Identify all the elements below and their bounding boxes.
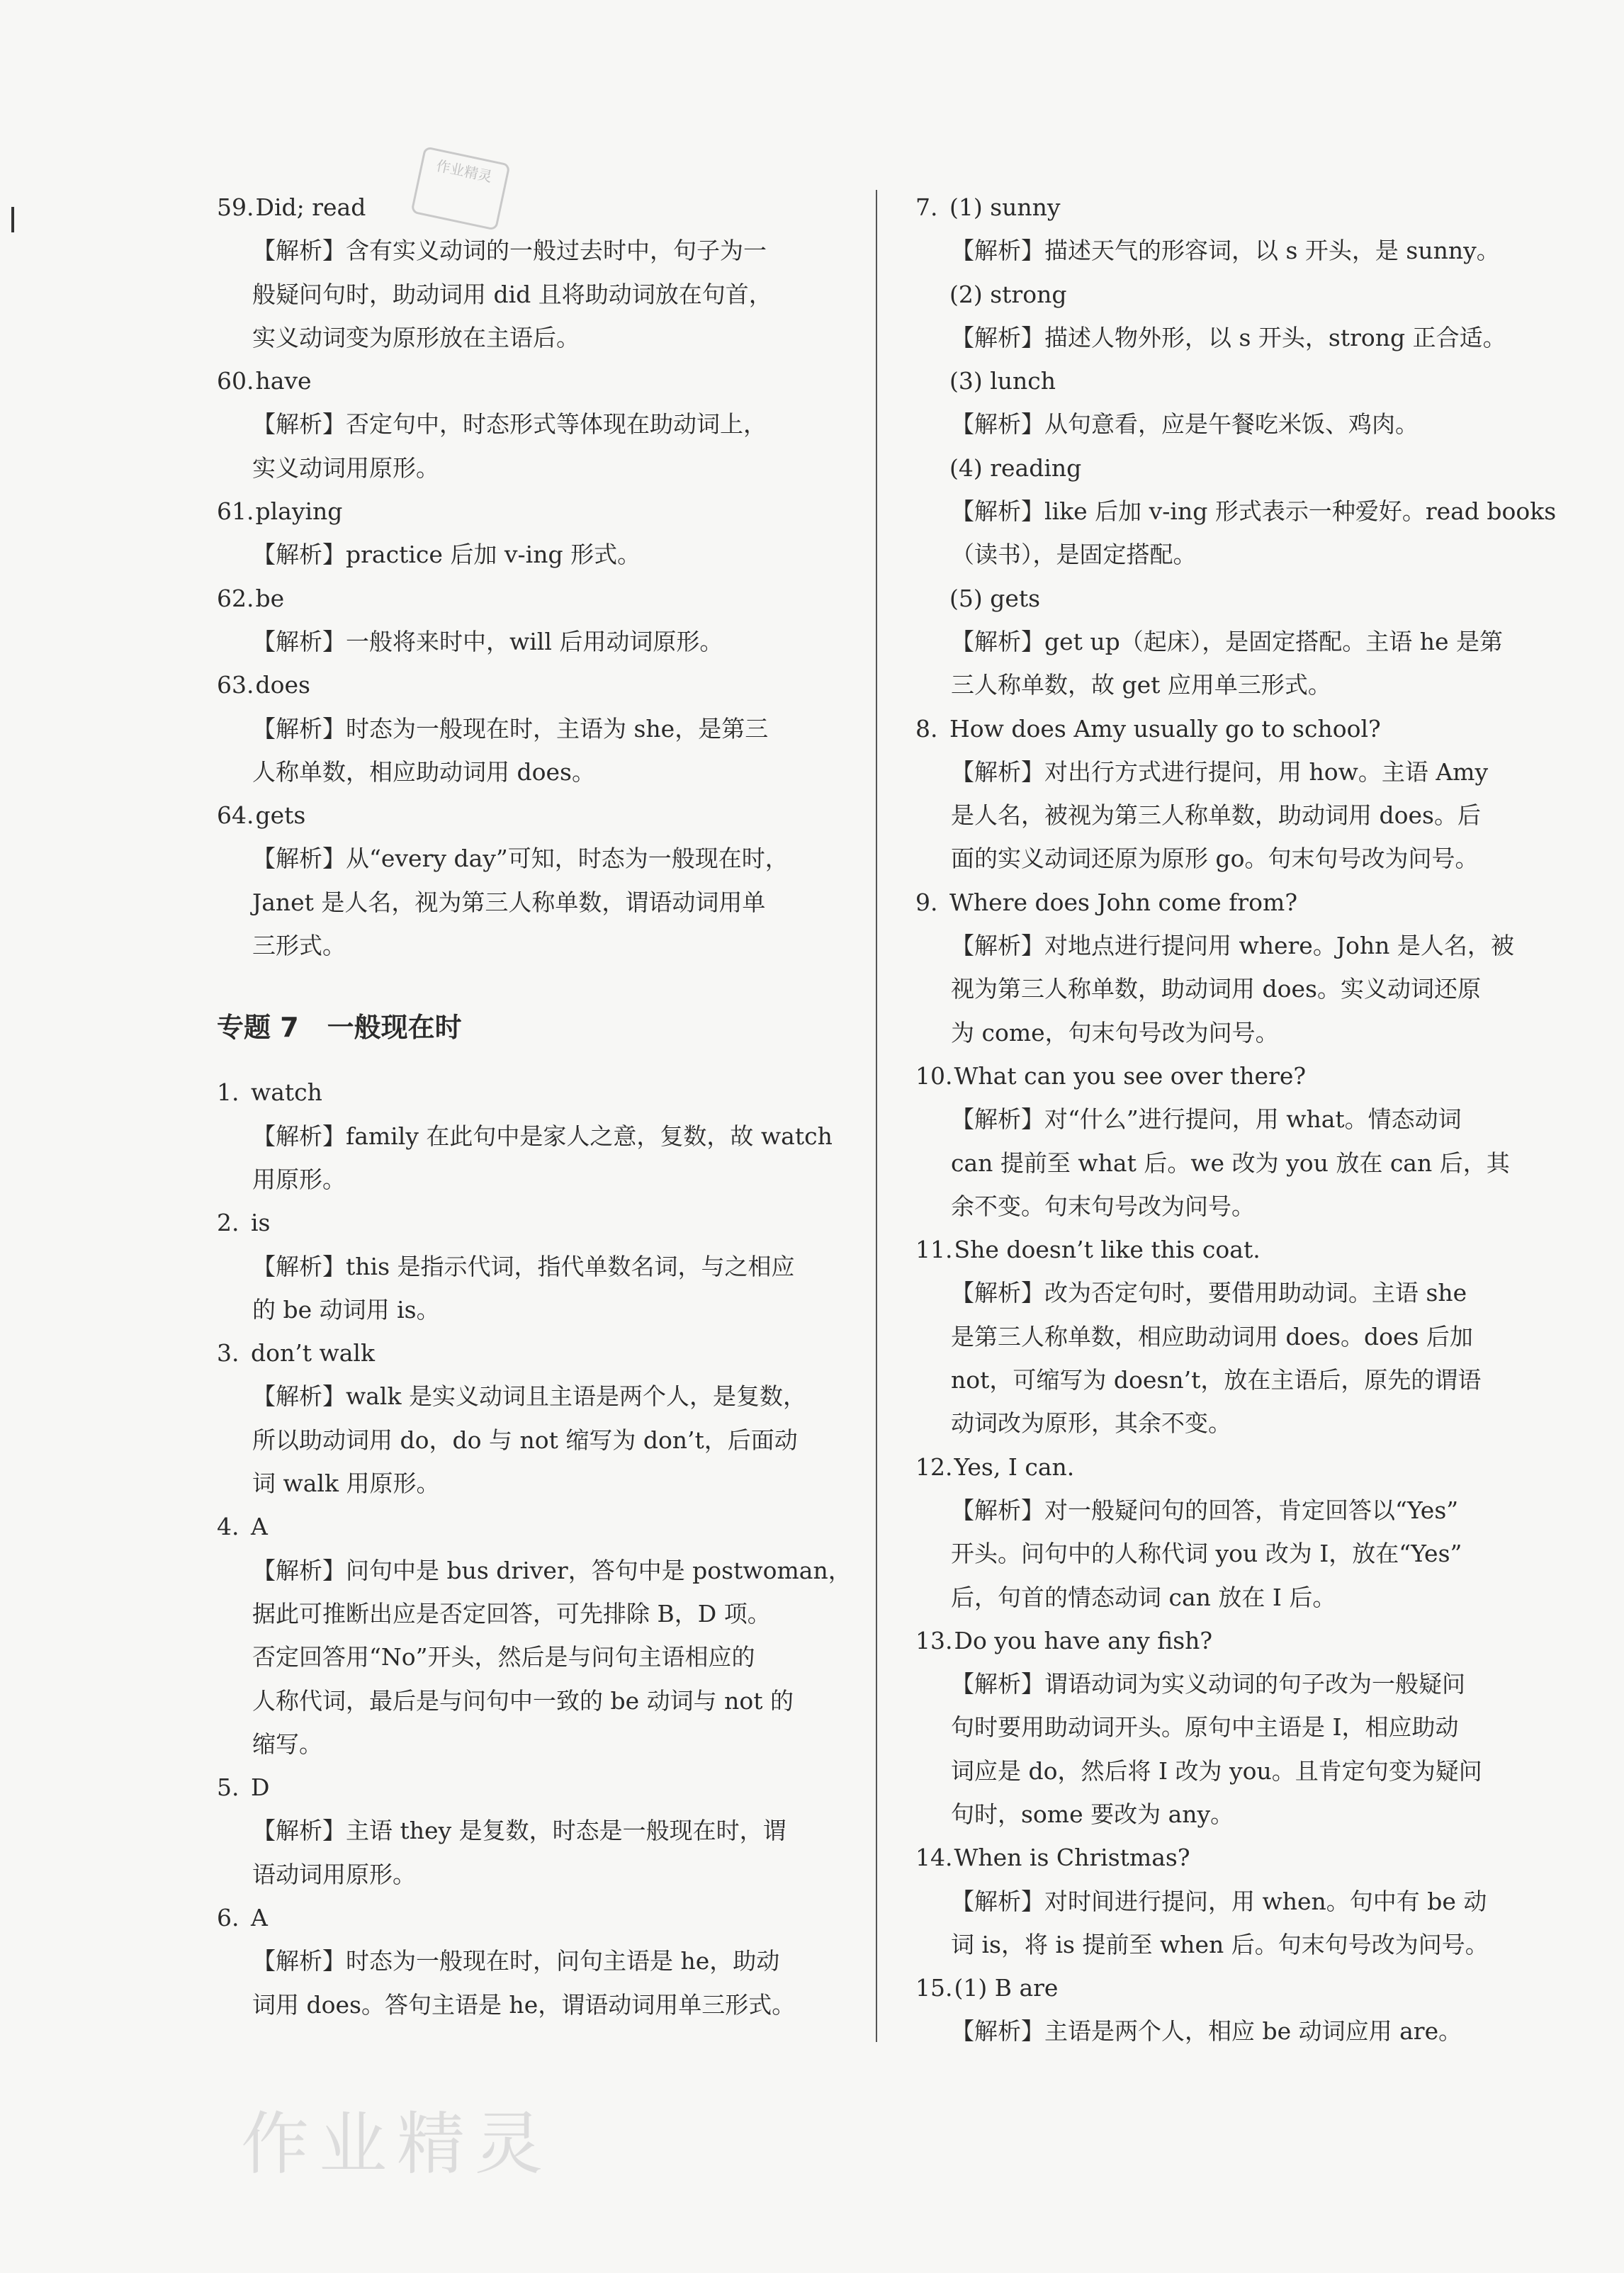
- answer-line: [915, 577, 1539, 620]
- item-number: 14.: [915, 1844, 953, 1872]
- analysis-line: 【解析】主语 they 是复数，时态是一般现在时，谓: [252, 1817, 786, 1845]
- answer-item: [217, 359, 840, 490]
- answer-item: [915, 1445, 1539, 1619]
- analysis-line: 用原形。: [252, 1165, 346, 1193]
- analysis-line: 句时要用助动词开头。原句中主语是 I，相应助动: [951, 1713, 1459, 1742]
- analysis-line: 词 walk 用原形。: [252, 1470, 440, 1498]
- answer-line: [915, 881, 1539, 924]
- item-number: 3.: [217, 1339, 239, 1367]
- answer-line: [217, 1766, 840, 1809]
- analysis-line: 【解析】从句意看，应是午餐吃米饭、鸡肉。: [951, 410, 1419, 439]
- answer-text: (1) sunny: [949, 193, 1061, 221]
- item-number: 15.: [915, 1974, 953, 2002]
- analysis-line: 【解析】从“every day”可知，时态为一般现在时，: [252, 845, 789, 873]
- answer-item: [915, 707, 1539, 881]
- answer-text: (2) strong: [949, 280, 1067, 308]
- item-number: 2.: [217, 1209, 239, 1237]
- analysis-line: 人称单数，相应助动词用 does。: [252, 757, 595, 786]
- column-divider: [876, 190, 877, 2042]
- analysis-line: 面的实义动词还原为原形 go。句末句号改为问号。: [951, 845, 1479, 873]
- analysis-line: 后，句首的情态动词 can 放在 I 后。: [951, 1583, 1336, 1611]
- analysis-line: 的 be 动词用 is。: [252, 1295, 440, 1324]
- answer-line: [217, 577, 840, 620]
- answer-line: [915, 446, 1539, 490]
- analysis-line: 余不变。句末句号改为问号。: [951, 1192, 1255, 1220]
- answer-item: [915, 881, 1539, 1054]
- answer-line: [915, 273, 1539, 316]
- item-number: 63.: [217, 671, 254, 699]
- watermark: 作业精灵: [241, 2104, 553, 2184]
- answer-line: [915, 1966, 1539, 2009]
- answer-text: (3) lunch: [949, 367, 1056, 395]
- answer-text: does: [255, 671, 310, 699]
- answer-item: [217, 1071, 840, 1201]
- answer-text: (5) gets: [949, 584, 1041, 612]
- analysis-line: 视为第三人称单数，助动词用 does。实义动词还原: [951, 975, 1481, 1003]
- analysis-line: 【解析】主语是两个人，相应 be 动词应用 are。: [951, 2017, 1462, 2046]
- answer-item: [915, 1966, 1539, 2053]
- answer-item: [915, 1619, 1539, 1836]
- analysis-line: 【解析】问句中是 bus driver，答句中是 postwoman，: [252, 1556, 852, 1584]
- section-label: 专题 7: [217, 1012, 299, 1044]
- analysis-line: 词应是 do，然后将 I 改为 you。且肯定句变为疑问: [951, 1756, 1482, 1785]
- item-number: 8.: [915, 714, 938, 743]
- analysis-line: 【解析】时态为一般现在时，问句主语是 he，助动: [252, 1947, 780, 1975]
- item-number: 9.: [915, 888, 938, 916]
- answer-line: [217, 186, 840, 229]
- answer-line: [217, 490, 840, 533]
- analysis-line: 【解析】family 在此句中是家人之意，复数，故 watch: [252, 1122, 833, 1150]
- answer-item: [217, 1896, 840, 2026]
- answer-text: (1) B are: [954, 1974, 1059, 2002]
- item-number: 10.: [915, 1061, 953, 1090]
- analysis-line: 【解析】含有实义动词的一般过去时中，句子为一: [252, 237, 767, 265]
- answer-text: don’t walk: [251, 1339, 375, 1367]
- answer-text: is: [251, 1209, 271, 1237]
- item-number: 1.: [217, 1078, 239, 1107]
- answer-item: [217, 1201, 840, 1331]
- analysis-line: 词 is，将 is 提前至 when 后。句末句号改为问号。: [951, 1930, 1489, 1958]
- analysis-line: 【解析】like 后加 v-ing 形式表示一种爱好。read books: [951, 497, 1557, 526]
- analysis-line: 实义动词用原形。: [252, 453, 439, 482]
- answer-text: watch: [251, 1078, 322, 1107]
- analysis-line: 【解析】this 是指示代词，指代单数名词，与之相应: [252, 1252, 795, 1280]
- analysis-line: 三形式。: [252, 932, 346, 960]
- answer-item: [217, 490, 840, 577]
- answer-item: [915, 273, 1539, 360]
- left-column: [217, 186, 852, 2026]
- item-number: 61.: [217, 497, 254, 526]
- analysis-line: 语动词用原形。: [252, 1860, 416, 1888]
- answer-line: [915, 1836, 1539, 1879]
- analysis-line: 【解析】对出行方式进行提问，用 how。主语 Amy: [951, 757, 1489, 786]
- analysis-line: 【解析】一般将来时中，will 后用动词原形。: [252, 627, 723, 655]
- analysis-line: can 提前至 what 后。we 改为 you 放在 can 后，其: [951, 1149, 1510, 1177]
- answer-line: [217, 1505, 840, 1548]
- analysis-line: 为 come，句末句号改为问号。: [951, 1018, 1279, 1047]
- answer-text: She doesn’t like this coat.: [954, 1236, 1261, 1264]
- item-number: 60.: [217, 367, 254, 395]
- section-heading: [217, 997, 840, 1058]
- answer-item: [915, 1836, 1539, 1966]
- stamp-logo: 作业精灵: [410, 146, 510, 231]
- analysis-line: 句时，some 要改为 any。: [951, 1800, 1234, 1828]
- analysis-line: 所以助动词用 do，do 与 not 缩写为 don’t，后面动: [252, 1426, 798, 1454]
- answer-item: [217, 1331, 840, 1505]
- analysis-line: 是第三人称单数，相应助动词用 does。does 后加: [951, 1322, 1473, 1350]
- answer-text: A: [251, 1903, 268, 1931]
- answer-text: (4) reading: [949, 453, 1082, 482]
- analysis-line: 开头。问句中的人称代词 you 改为 I，放在“Yes”: [951, 1540, 1462, 1568]
- answer-line: [217, 1071, 840, 1114]
- item-number: 59.: [217, 193, 254, 221]
- analysis-line: 【解析】描述人物外形，以 s 开头，strong 正合适。: [951, 323, 1506, 351]
- answer-text: A: [251, 1513, 268, 1541]
- answer-text: have: [255, 367, 312, 395]
- analysis-line: 【解析】时态为一般现在时，主语为 she，是第三: [252, 714, 769, 743]
- answer-item: [915, 359, 1539, 446]
- analysis-line: 是人名，被视为第三人称单数，助动词用 does。后: [951, 801, 1481, 830]
- answer-line: [217, 1331, 840, 1375]
- answer-text: D: [251, 1773, 270, 1802]
- analysis-line: 三人称单数，故 get 应用单三形式。: [951, 671, 1331, 699]
- answer-item: [217, 794, 840, 967]
- analysis-line: 【解析】practice 后加 v-ing 形式。: [252, 541, 641, 569]
- answer-item: [915, 577, 1539, 707]
- item-number: 11.: [915, 1236, 953, 1264]
- item-number: 64.: [217, 801, 254, 830]
- page-edge-mark: [11, 207, 14, 232]
- answer-text: When is Christmas?: [954, 1844, 1190, 1872]
- answer-line: [915, 1445, 1539, 1489]
- answer-text: Do you have any fish?: [954, 1626, 1213, 1654]
- answer-item: [217, 577, 840, 664]
- answer-item: [217, 186, 840, 359]
- answers-part-3: [915, 186, 1557, 2053]
- analysis-line: 【解析】对“什么”进行提问，用 what。情态动词: [951, 1105, 1462, 1134]
- answer-line: [217, 1896, 840, 1939]
- item-number: 12.: [915, 1453, 953, 1481]
- item-number: 5.: [217, 1773, 239, 1802]
- answer-text: Where does John come from?: [949, 888, 1298, 916]
- answer-line: [217, 663, 840, 706]
- analysis-line: 【解析】对一般疑问句的回答，肯定回答以“Yes”: [951, 1496, 1459, 1524]
- item-number: 62.: [217, 584, 254, 612]
- answer-item: [915, 446, 1557, 577]
- analysis-line: 【解析】对地点进行提问用 where。John 是人名，被: [951, 932, 1514, 960]
- item-number: 4.: [217, 1513, 239, 1541]
- analysis-line: 【解析】walk 是实义动词且主语是两个人，是复数，: [252, 1382, 806, 1411]
- analysis-line: 据此可推断出应是否定回答，可先排除 B，D 项。: [252, 1599, 771, 1628]
- answer-line: [217, 794, 840, 837]
- answer-line: [915, 1054, 1539, 1098]
- analysis-line: 【解析】get up（起床），是固定搭配。主语 he 是第: [951, 627, 1504, 655]
- analysis-line: 实义动词变为原形放在主语后。: [252, 323, 580, 351]
- answer-text: Yes, I can.: [954, 1453, 1075, 1481]
- item-number: 7.: [915, 193, 938, 221]
- answer-line: [915, 1619, 1539, 1662]
- item-number: 13.: [915, 1626, 953, 1654]
- analysis-line: 【解析】否定句中，时态形式等体现在助动词上，: [252, 410, 767, 439]
- answer-item: [915, 1228, 1539, 1445]
- answer-line: [915, 186, 1539, 229]
- analysis-line: 否定回答用“No”开头，然后是与问句主语相应的: [252, 1643, 755, 1671]
- answer-line: [217, 1201, 840, 1244]
- analysis-line: 【解析】谓语动词为实义动词的句子改为一般疑问: [951, 1670, 1465, 1698]
- answer-line: [915, 707, 1539, 750]
- analysis-line: 动词改为原形，其余不变。: [951, 1409, 1231, 1438]
- analysis-line: 【解析】描述天气的形容词，以 s 开头，是 sunny。: [951, 237, 1500, 265]
- analysis-line: 缩写。: [252, 1730, 322, 1758]
- answer-text: gets: [255, 801, 306, 830]
- analysis-line: 人称代词，最后是与问句中一致的 be 动词与 not 的: [252, 1686, 794, 1715]
- answers-part-1: [217, 186, 840, 967]
- section-title-text: 一般现在时: [327, 1012, 462, 1044]
- answer-line: [915, 359, 1539, 402]
- answer-text: How does Amy usually go to school?: [949, 714, 1381, 743]
- answer-text: What can you see over there?: [954, 1061, 1307, 1090]
- analysis-line: not，可缩写为 doesn’t，放在主语后，原先的谓语: [951, 1366, 1482, 1394]
- analysis-line: （读书），是固定搭配。: [951, 541, 1197, 569]
- answer-line: [217, 359, 840, 402]
- answer-text: playing: [255, 497, 343, 526]
- analysis-line: 【解析】对时间进行提问，用 when。句中有 be 动: [951, 1887, 1487, 1915]
- analysis-line: Janet 是人名，视为第三人称单数，谓语动词用单: [252, 888, 766, 916]
- answer-item: [217, 663, 840, 794]
- item-number: 6.: [217, 1903, 239, 1931]
- answer-text: Did; read: [255, 193, 366, 221]
- answer-text: be: [255, 584, 285, 612]
- answer-line: [915, 1228, 1539, 1271]
- answer-item: [915, 1054, 1539, 1228]
- analysis-line: 【解析】改为否定句时，要借用助动词。主语 she: [951, 1279, 1467, 1307]
- analysis-line: 般疑问句时，助动词用 did 且将助动词放在句首，: [252, 280, 772, 308]
- right-column: [915, 186, 1557, 2053]
- answers-part-2: [217, 1071, 852, 2026]
- answer-item: [217, 1505, 852, 1766]
- analysis-line: 词用 does。答句主语是 he，谓语动词用单三形式。: [252, 1990, 796, 2019]
- answer-item: [217, 1766, 840, 1896]
- answer-item: [915, 186, 1539, 273]
